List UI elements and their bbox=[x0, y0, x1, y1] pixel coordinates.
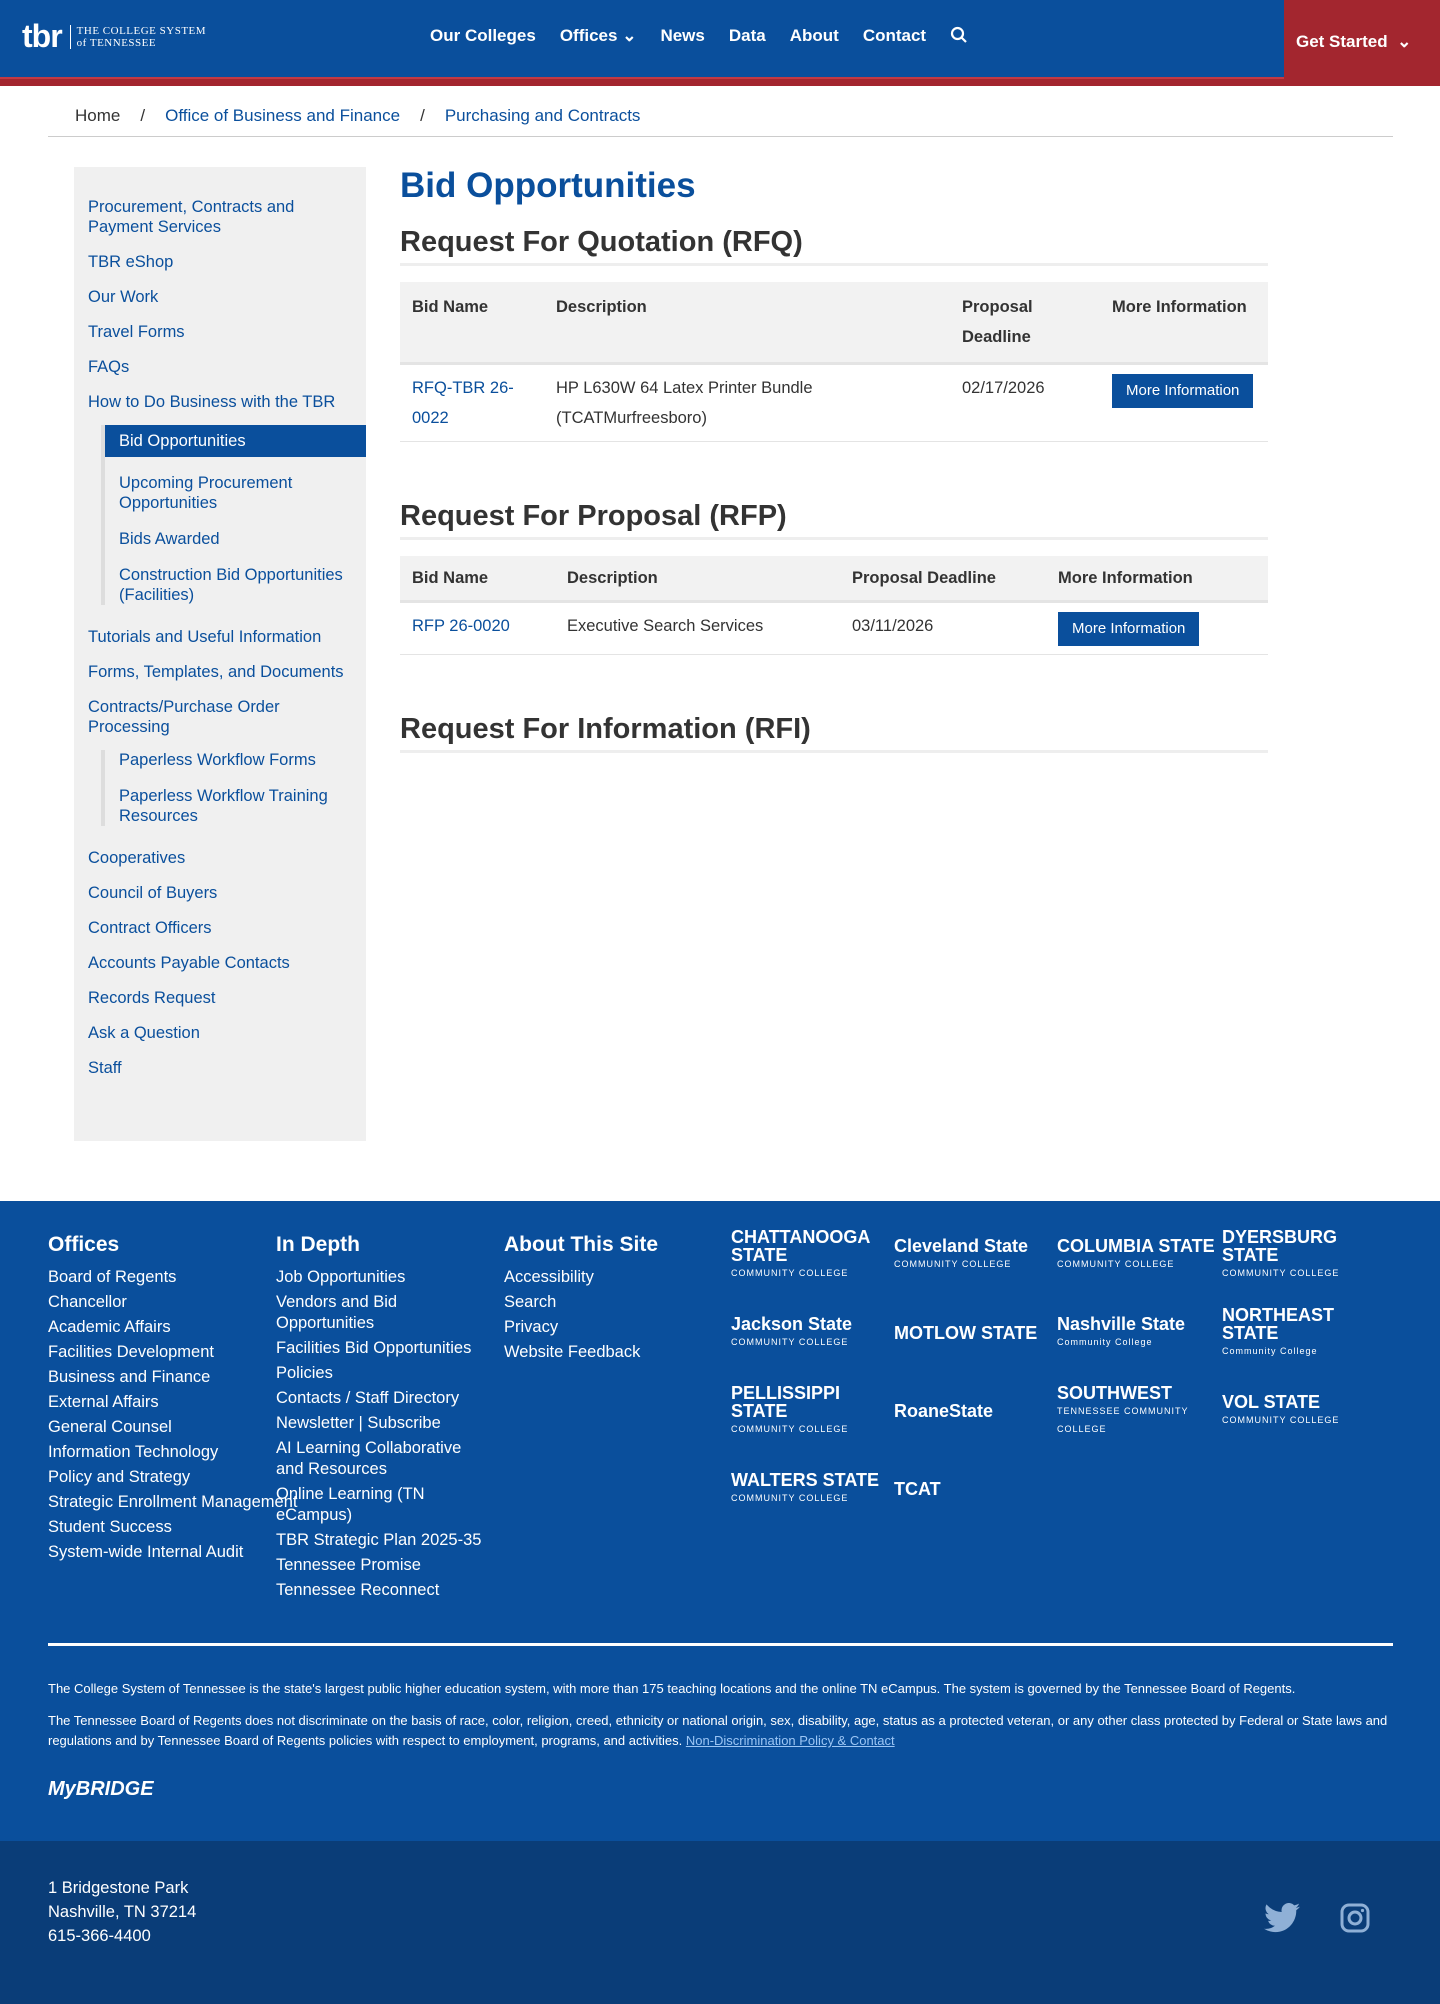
footer-link[interactable]: Academic Affairs bbox=[48, 1318, 171, 1336]
college-logo[interactable] bbox=[1057, 1309, 1222, 1357]
bid-description: Executive Search Services bbox=[555, 602, 840, 655]
sidebar-item[interactable]: Ask a Question bbox=[88, 1024, 200, 1042]
breadcrumb-separator: / bbox=[140, 106, 146, 125]
sidebar-item[interactable]: Upcoming Procurement Opportunities bbox=[119, 474, 293, 512]
logo-subtitle bbox=[70, 25, 206, 49]
sidebar-item[interactable]: Travel Forms bbox=[88, 323, 185, 341]
table-header-row bbox=[400, 556, 1268, 602]
college-logo[interactable] bbox=[731, 1465, 894, 1513]
address-city: Nashville, TN 37214 bbox=[48, 1903, 197, 1921]
footer-link[interactable]: Facilities Bid Opportunities bbox=[276, 1339, 472, 1357]
college-subtitle: Community College bbox=[1057, 1337, 1153, 1347]
sidebar-item[interactable]: Contract Officers bbox=[88, 919, 212, 937]
rfp-table bbox=[400, 556, 1268, 655]
footer-link[interactable]: General Counsel bbox=[48, 1418, 172, 1436]
college-subtitle: TENNESSEE COMMUNITY COLLEGE bbox=[1057, 1406, 1189, 1434]
college-name: Cleveland State bbox=[894, 1236, 1029, 1256]
footer-link[interactable]: Tennessee Promise bbox=[276, 1556, 421, 1574]
footer-link[interactable]: Student Success bbox=[48, 1518, 172, 1536]
column-header: Proposal Deadline bbox=[840, 556, 1046, 602]
tbr-logo[interactable] bbox=[22, 18, 206, 55]
nav-contact[interactable]: Contact bbox=[862, 26, 927, 45]
college-logo[interactable] bbox=[894, 1309, 1057, 1357]
footer-in-depth bbox=[276, 1233, 486, 1605]
college-logo[interactable] bbox=[1222, 1387, 1377, 1435]
sidebar-subnav bbox=[101, 425, 356, 605]
logo-sub2: of TENNESSEE bbox=[76, 36, 157, 49]
sidebar-item[interactable]: Accounts Payable Contacts bbox=[88, 954, 290, 972]
logo-text: tbr bbox=[22, 18, 62, 54]
page-title: Bid Opportunities bbox=[400, 166, 696, 205]
footer-link[interactable]: Accessibility bbox=[504, 1268, 594, 1286]
mybridge-logo[interactable]: MyBRIDGE bbox=[48, 1778, 154, 1800]
nondiscrimination-link[interactable]: Non-Discrimination Policy & Contact bbox=[685, 1733, 895, 1748]
header-stripe bbox=[0, 77, 1440, 86]
footer-link[interactable]: System-wide Internal Audit bbox=[48, 1543, 244, 1561]
college-logo[interactable] bbox=[1057, 1383, 1222, 1435]
breadcrumb-separator: / bbox=[420, 106, 425, 125]
instagram-icon[interactable] bbox=[1340, 1903, 1370, 1941]
college-name: TCAT bbox=[894, 1479, 941, 1499]
college-subtitle: Community College bbox=[1222, 1346, 1318, 1356]
college-name: Jackson State bbox=[731, 1314, 853, 1334]
college-subtitle: COMMUNITY COLLEGE bbox=[731, 1493, 849, 1503]
college-subtitle: COMMUNITY COLLEGE bbox=[731, 1424, 849, 1434]
main-nav bbox=[430, 26, 968, 49]
footer-link[interactable]: Tennessee Reconnect bbox=[276, 1581, 440, 1599]
column-header: Proposal Deadline bbox=[950, 282, 1100, 364]
footer-link[interactable]: Board of Regents bbox=[48, 1268, 177, 1286]
table-header-row bbox=[400, 282, 1268, 364]
sidebar-item[interactable]: Tutorials and Useful Information bbox=[88, 628, 322, 646]
footer-about-text: The College System of Tennessee is the state's largest public higher education system, with more than 175 teaching locations and the online TN eCampus. The system is governed by the Tennessee Board of Regents. bbox=[48, 1681, 1296, 1696]
footer-link[interactable]: Facilities Development bbox=[48, 1343, 214, 1361]
breadcrumb-business-finance[interactable]: Office of Business and Finance bbox=[165, 106, 401, 125]
bid-deadline: 03/11/2026 bbox=[840, 602, 1046, 655]
footer-link[interactable]: Search bbox=[504, 1293, 557, 1311]
college-logo[interactable] bbox=[1222, 1227, 1377, 1279]
main-content bbox=[400, 160, 1268, 769]
college-logo[interactable] bbox=[894, 1231, 1057, 1279]
sidebar-item[interactable]: Paperless Workflow Forms bbox=[119, 751, 316, 769]
column-header: More Information bbox=[1046, 556, 1268, 602]
footer-link[interactable]: Website Feedback bbox=[504, 1343, 641, 1361]
table-row bbox=[400, 364, 1268, 442]
sidebar-subnav bbox=[101, 750, 356, 826]
college-logos bbox=[731, 1227, 1377, 1513]
more-information-button[interactable]: More Information bbox=[1112, 374, 1253, 408]
breadcrumb-home[interactable]: Home bbox=[75, 106, 121, 125]
sidebar-item[interactable]: Paperless Workflow Training Resources bbox=[119, 787, 328, 825]
sidebar-item[interactable]: How to Do Business with the TBR bbox=[88, 393, 336, 411]
get-started-button[interactable] bbox=[1284, 0, 1440, 86]
site-header bbox=[0, 0, 1440, 77]
college-name: CHATTANOOGA STATE bbox=[731, 1227, 870, 1265]
footer-link[interactable]: Job Opportunities bbox=[276, 1268, 406, 1286]
breadcrumb-purchasing[interactable]: Purchasing and Contracts bbox=[444, 106, 641, 125]
sidebar-item[interactable]: Our Work bbox=[88, 288, 159, 306]
college-name: RoaneState bbox=[894, 1401, 994, 1421]
college-name: VOL STATE bbox=[1222, 1392, 1321, 1412]
college-subtitle: COMMUNITY COLLEGE bbox=[1057, 1259, 1175, 1269]
bid-name-link[interactable]: RFQ-TBR 26-0022 bbox=[412, 379, 514, 427]
rfp-heading: Request For Proposal (RFP) bbox=[400, 500, 1268, 540]
rfi-heading: Request For Information (RFI) bbox=[400, 713, 1268, 753]
footer-link[interactable]: External Affairs bbox=[48, 1393, 159, 1411]
column-header: Description bbox=[555, 556, 840, 602]
college-logo[interactable] bbox=[731, 1309, 894, 1357]
college-name: PELLISSIPPI STATE bbox=[731, 1383, 841, 1421]
twitter-icon[interactable] bbox=[1264, 1903, 1300, 1941]
sidebar-item[interactable]: TBR eShop bbox=[88, 253, 174, 271]
college-subtitle: COMMUNITY COLLEGE bbox=[731, 1268, 849, 1278]
college-subtitle: COMMUNITY COLLEGE bbox=[894, 1259, 1012, 1269]
footer-link[interactable]: Strategic Enrollment Management bbox=[48, 1493, 298, 1511]
rfq-heading: Request For Quotation (RFQ) bbox=[400, 226, 1268, 266]
nav-data[interactable]: Data bbox=[728, 26, 766, 45]
get-started-label: Get Started bbox=[1296, 32, 1388, 51]
college-logo[interactable] bbox=[731, 1227, 894, 1279]
footer-divider bbox=[48, 1643, 1393, 1646]
college-subtitle: COMMUNITY COLLEGE bbox=[1222, 1415, 1340, 1425]
rfq-table bbox=[400, 282, 1268, 442]
sidebar-item[interactable]: Cooperatives bbox=[88, 849, 186, 867]
footer-link[interactable]: AI Learning Collaborative and Resources bbox=[276, 1439, 462, 1478]
nondiscrimination-statement: The Tennessee Board of Regents does not discriminate on the basis of race, color, religion, creed, ethnicity or national origin, sex, disability, age, status as a protected veteran, or any other class protected by Federal or State laws and regulations and by Tennessee Board of Regents policies with respect to employment, programs, and activities. bbox=[48, 1713, 1388, 1748]
college-name: DYERSBURG STATE bbox=[1222, 1227, 1338, 1265]
sidebar-item[interactable]: Contracts/Purchase Order Processing bbox=[88, 698, 280, 736]
nav-our-colleges[interactable]: Our Colleges bbox=[430, 26, 536, 45]
table-row bbox=[400, 602, 1268, 655]
sidebar-nav bbox=[74, 167, 366, 1141]
footer-link[interactable]: Privacy bbox=[504, 1318, 559, 1336]
footer-about bbox=[504, 1233, 658, 1367]
chevron-down-icon: ⌄ bbox=[622, 26, 637, 45]
footer-link[interactable]: Vendors and Bid Opportunities bbox=[276, 1293, 398, 1332]
footer-link[interactable]: Business and Finance bbox=[48, 1368, 211, 1386]
footer-link[interactable]: Contacts / Staff Directory bbox=[276, 1389, 460, 1407]
footer-link[interactable]: Policy and Strategy bbox=[48, 1468, 191, 1486]
footer-link[interactable]: TBR Strategic Plan 2025-35 bbox=[276, 1531, 482, 1549]
more-information-button[interactable]: More Information bbox=[1058, 612, 1199, 646]
footer-link[interactable]: Newsletter | Subscribe bbox=[276, 1414, 441, 1432]
column-header: Description bbox=[544, 282, 950, 364]
sidebar-item[interactable]: Bids Awarded bbox=[119, 530, 220, 548]
bid-name-link[interactable]: RFP 26-0020 bbox=[412, 617, 510, 635]
college-subtitle: COMMUNITY COLLEGE bbox=[731, 1337, 849, 1347]
college-name: COLUMBIA STATE bbox=[1057, 1236, 1215, 1256]
column-header: Bid Name bbox=[400, 282, 544, 364]
college-logo[interactable] bbox=[731, 1383, 894, 1435]
footer-link[interactable]: Chancellor bbox=[48, 1293, 127, 1311]
sidebar-item[interactable]: Construction Bid Opportunities (Facilities) bbox=[119, 566, 343, 604]
college-name: Nashville State bbox=[1057, 1314, 1186, 1334]
address bbox=[48, 1876, 196, 1948]
divider bbox=[48, 136, 1393, 137]
address-phone: 615-366-4400 bbox=[48, 1927, 151, 1945]
logo-sub1: THE COLLEGE SYSTEM bbox=[76, 24, 207, 37]
breadcrumb bbox=[75, 106, 640, 126]
college-logo[interactable] bbox=[1222, 1305, 1377, 1357]
footer-heading: In Depth bbox=[276, 1233, 360, 1256]
college-subtitle: COMMUNITY COLLEGE bbox=[1222, 1268, 1340, 1278]
sidebar-item[interactable]: Procurement, Contracts and Payment Services bbox=[88, 198, 295, 236]
address-street: 1 Bridgestone Park bbox=[48, 1879, 189, 1897]
college-logo[interactable] bbox=[894, 1465, 1057, 1513]
sidebar-item[interactable]: Records Request bbox=[88, 989, 216, 1007]
chevron-down-icon: ⌄ bbox=[1397, 32, 1412, 51]
bid-description: HP L630W 64 Latex Printer Bundle (TCATMurfreesboro) bbox=[544, 364, 950, 442]
footer-heading: About This Site bbox=[504, 1233, 658, 1256]
college-name: NORTHEAST STATE bbox=[1222, 1305, 1334, 1343]
search-icon[interactable] bbox=[950, 26, 968, 49]
footer-offices bbox=[48, 1233, 297, 1567]
college-logo[interactable] bbox=[1057, 1231, 1222, 1279]
footer-bottom bbox=[0, 1841, 1440, 2004]
college-name: WALTERS STATE bbox=[731, 1470, 879, 1490]
footer-link[interactable]: Online Learning (TN eCampus) bbox=[276, 1485, 425, 1524]
college-logo[interactable] bbox=[894, 1387, 1057, 1435]
nav-about[interactable]: About bbox=[789, 26, 839, 45]
college-name: MOTLOW STATE bbox=[894, 1323, 1038, 1343]
sidebar-item[interactable]: Forms, Templates, and Documents bbox=[88, 663, 344, 681]
column-header: More Information bbox=[1100, 282, 1268, 364]
sidebar-item[interactable]: Staff bbox=[88, 1059, 122, 1077]
bid-deadline: 02/17/2026 bbox=[950, 364, 1100, 442]
sidebar-item[interactable]: Council of Buyers bbox=[88, 884, 218, 902]
column-header: Bid Name bbox=[400, 556, 555, 602]
footer-nondiscrimination-text bbox=[48, 1711, 1393, 1751]
footer-heading: Offices bbox=[48, 1233, 120, 1256]
nav-news[interactable]: News bbox=[660, 26, 705, 45]
nav-offices[interactable] bbox=[560, 26, 637, 49]
footer-link[interactable]: Policies bbox=[276, 1364, 333, 1382]
site-footer bbox=[0, 1201, 1440, 1841]
college-name: SOUTHWEST bbox=[1057, 1383, 1172, 1403]
nav-offices-label: Offices bbox=[559, 26, 618, 45]
sidebar-item-bid-opportunities[interactable]: Bid Opportunities bbox=[105, 425, 366, 457]
footer-link[interactable]: Information Technology bbox=[48, 1443, 219, 1461]
sidebar-item[interactable]: FAQs bbox=[88, 358, 130, 376]
